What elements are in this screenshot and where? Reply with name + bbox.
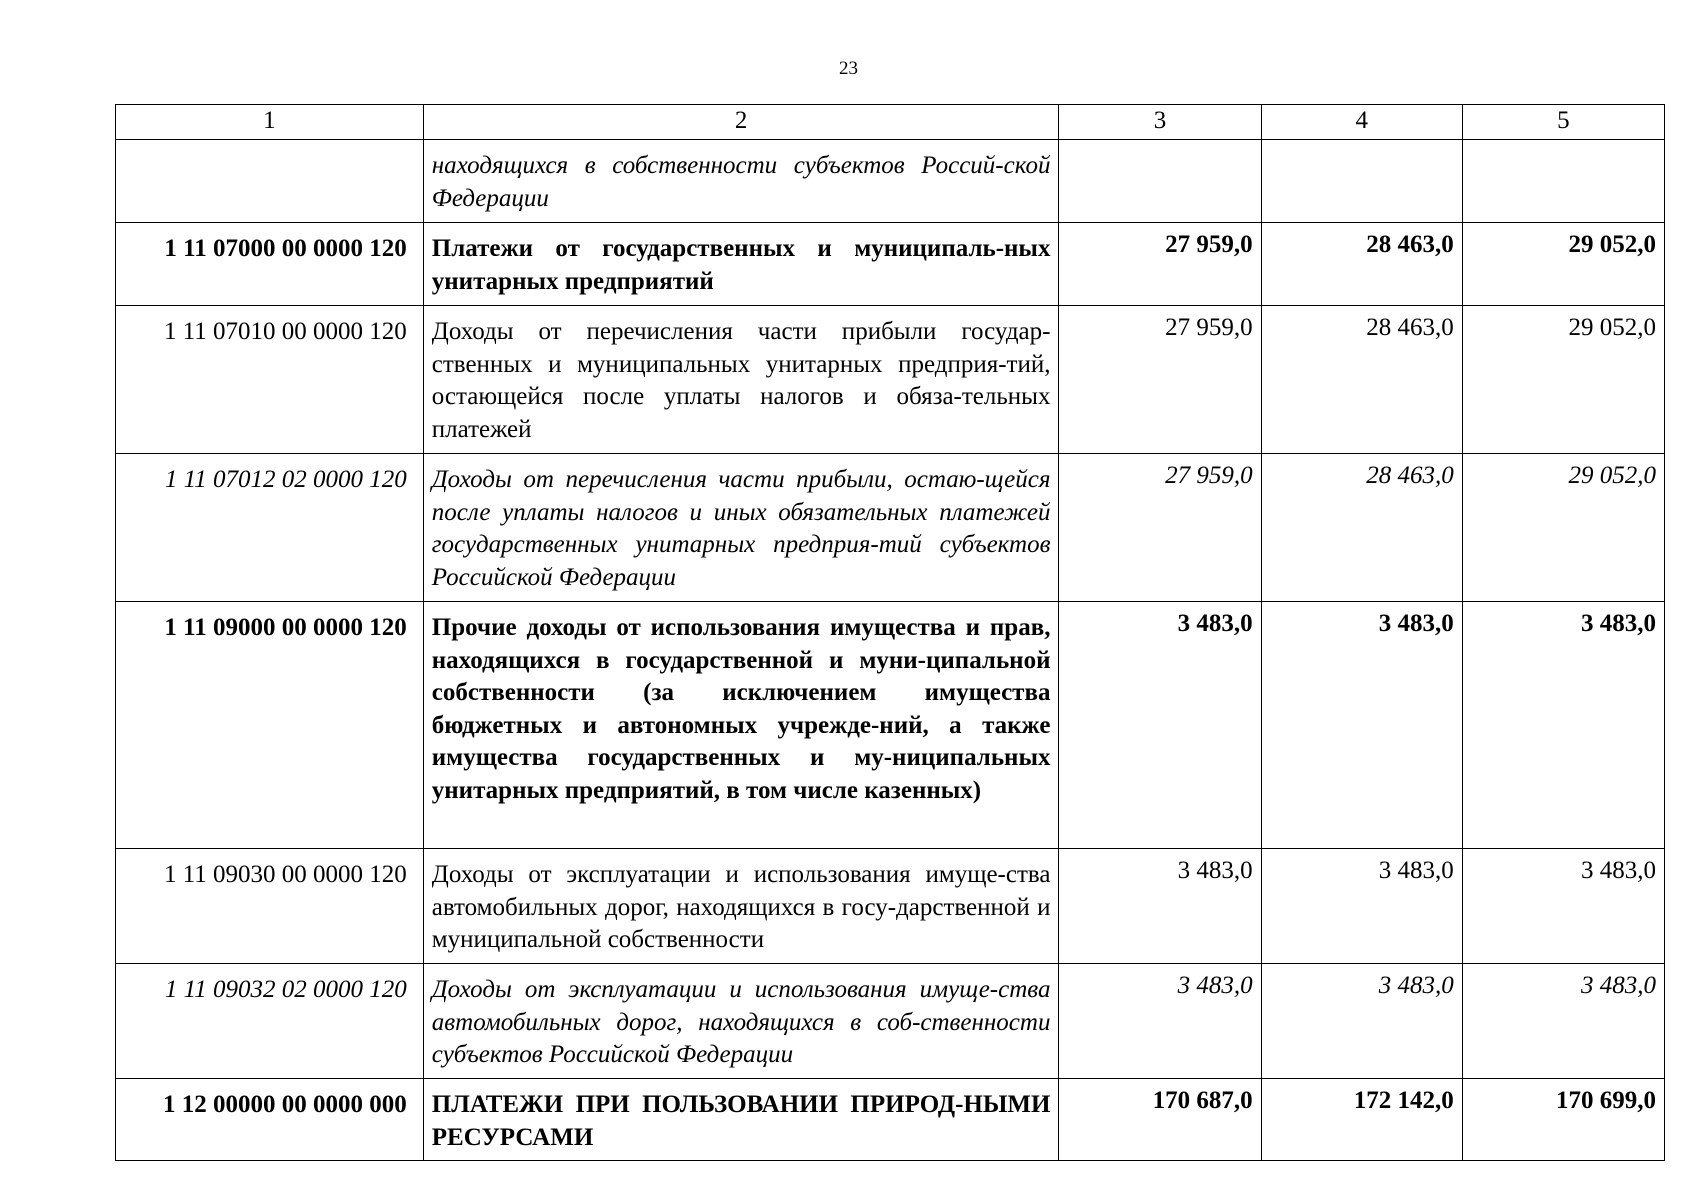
- value-col5-cell: 170 699,0: [1462, 1079, 1664, 1161]
- budget-code-cell: 1 11 09000 00 0000 120: [116, 602, 424, 849]
- value-col3-cell: 27 959,0: [1059, 454, 1261, 602]
- value-col4-cell: 3 483,0: [1261, 602, 1462, 849]
- value-col3-cell: 3 483,0: [1059, 602, 1261, 849]
- table-row: [116, 140, 1665, 223]
- table-row: [116, 849, 1665, 964]
- budget-code-cell: 1 11 07012 02 0000 120: [116, 454, 424, 602]
- budget-code-cell: 1 11 09030 00 0000 120: [116, 849, 424, 964]
- value-col5-cell: 3 483,0: [1462, 602, 1664, 849]
- budget-code-cell: [116, 140, 424, 223]
- value-col4-cell: 28 463,0: [1261, 306, 1462, 454]
- column-header: 2: [423, 105, 1059, 140]
- column-header: 1: [116, 105, 424, 140]
- item-name-cell: Прочие доходы от использования имущества и прав, находящихся в государственной и муни-ципальной собственности (за исключением имущества бюджетных и автономных учрежде-ний, а также имущества государственных и му-ниципальных унитарных предприятий, в том числе казенных): [423, 602, 1059, 849]
- value-col3-cell: [1059, 140, 1261, 223]
- header-row: [116, 105, 1665, 140]
- value-col5-cell: 3 483,0: [1462, 964, 1664, 1079]
- page-number: 23: [839, 58, 858, 79]
- column-header: 5: [1462, 105, 1664, 140]
- column-header: 3: [1059, 105, 1261, 140]
- table-row: [116, 964, 1665, 1079]
- item-name-cell: Доходы от перечисления части прибыли, остаю-щейся после уплаты налогов и иных обязательных платежей государственных унитарных предприя-тий субъектов Российской Федерации: [423, 454, 1059, 602]
- value-col5-cell: 3 483,0: [1462, 849, 1664, 964]
- value-col4-cell: [1261, 140, 1462, 223]
- item-name-cell: Доходы от эксплуатации и использования имуще-ства автомобильных дорог, находящихся в госу-дарственной и муниципальной собственности: [423, 849, 1059, 964]
- item-name-cell: Доходы от перечисления части прибыли государ-ственных и муниципальных унитарных предприя-тий, остающейся после уплаты налогов и обяза-тельных платежей: [423, 306, 1059, 454]
- item-name-cell: ПЛАТЕЖИ ПРИ ПОЛЬЗОВАНИИ ПРИРОД-НЫМИ РЕСУРСАМИ: [423, 1079, 1059, 1161]
- value-col3-cell: 3 483,0: [1059, 964, 1261, 1079]
- value-col4-cell: 172 142,0: [1261, 1079, 1462, 1161]
- value-col3-cell: 170 687,0: [1059, 1079, 1261, 1161]
- value-col5-cell: 29 052,0: [1462, 454, 1664, 602]
- value-col5-cell: 29 052,0: [1462, 223, 1664, 306]
- table-row: [116, 1079, 1665, 1161]
- value-col3-cell: 3 483,0: [1059, 849, 1261, 964]
- table-row: [116, 306, 1665, 454]
- value-col3-cell: 27 959,0: [1059, 223, 1261, 306]
- table-row: [116, 454, 1665, 602]
- budget-code-cell: 1 11 09032 02 0000 120: [116, 964, 424, 1079]
- table-row: [116, 602, 1665, 849]
- item-name-cell: находящихся в собственности субъектов Россий-ской Федерации: [423, 140, 1059, 223]
- value-col4-cell: 28 463,0: [1261, 223, 1462, 306]
- value-col5-cell: [1462, 140, 1664, 223]
- value-col3-cell: 27 959,0: [1059, 306, 1261, 454]
- item-name-cell: Доходы от эксплуатации и использования имуще-ства автомобильных дорог, находящихся в соб-ственности субъектов Российской Федерации: [423, 964, 1059, 1079]
- value-col4-cell: 3 483,0: [1261, 964, 1462, 1079]
- value-col4-cell: 3 483,0: [1261, 849, 1462, 964]
- budget-code-cell: 1 11 07000 00 0000 120: [116, 223, 424, 306]
- value-col5-cell: 29 052,0: [1462, 306, 1664, 454]
- table-row: [116, 223, 1665, 306]
- item-name-cell: Платежи от государственных и муниципаль-ных унитарных предприятий: [423, 223, 1059, 306]
- column-header: 4: [1261, 105, 1462, 140]
- budget-table: [115, 104, 1665, 1161]
- budget-code-cell: 1 12 00000 00 0000 000: [116, 1079, 424, 1161]
- value-col4-cell: 28 463,0: [1261, 454, 1462, 602]
- budget-code-cell: 1 11 07010 00 0000 120: [116, 306, 424, 454]
